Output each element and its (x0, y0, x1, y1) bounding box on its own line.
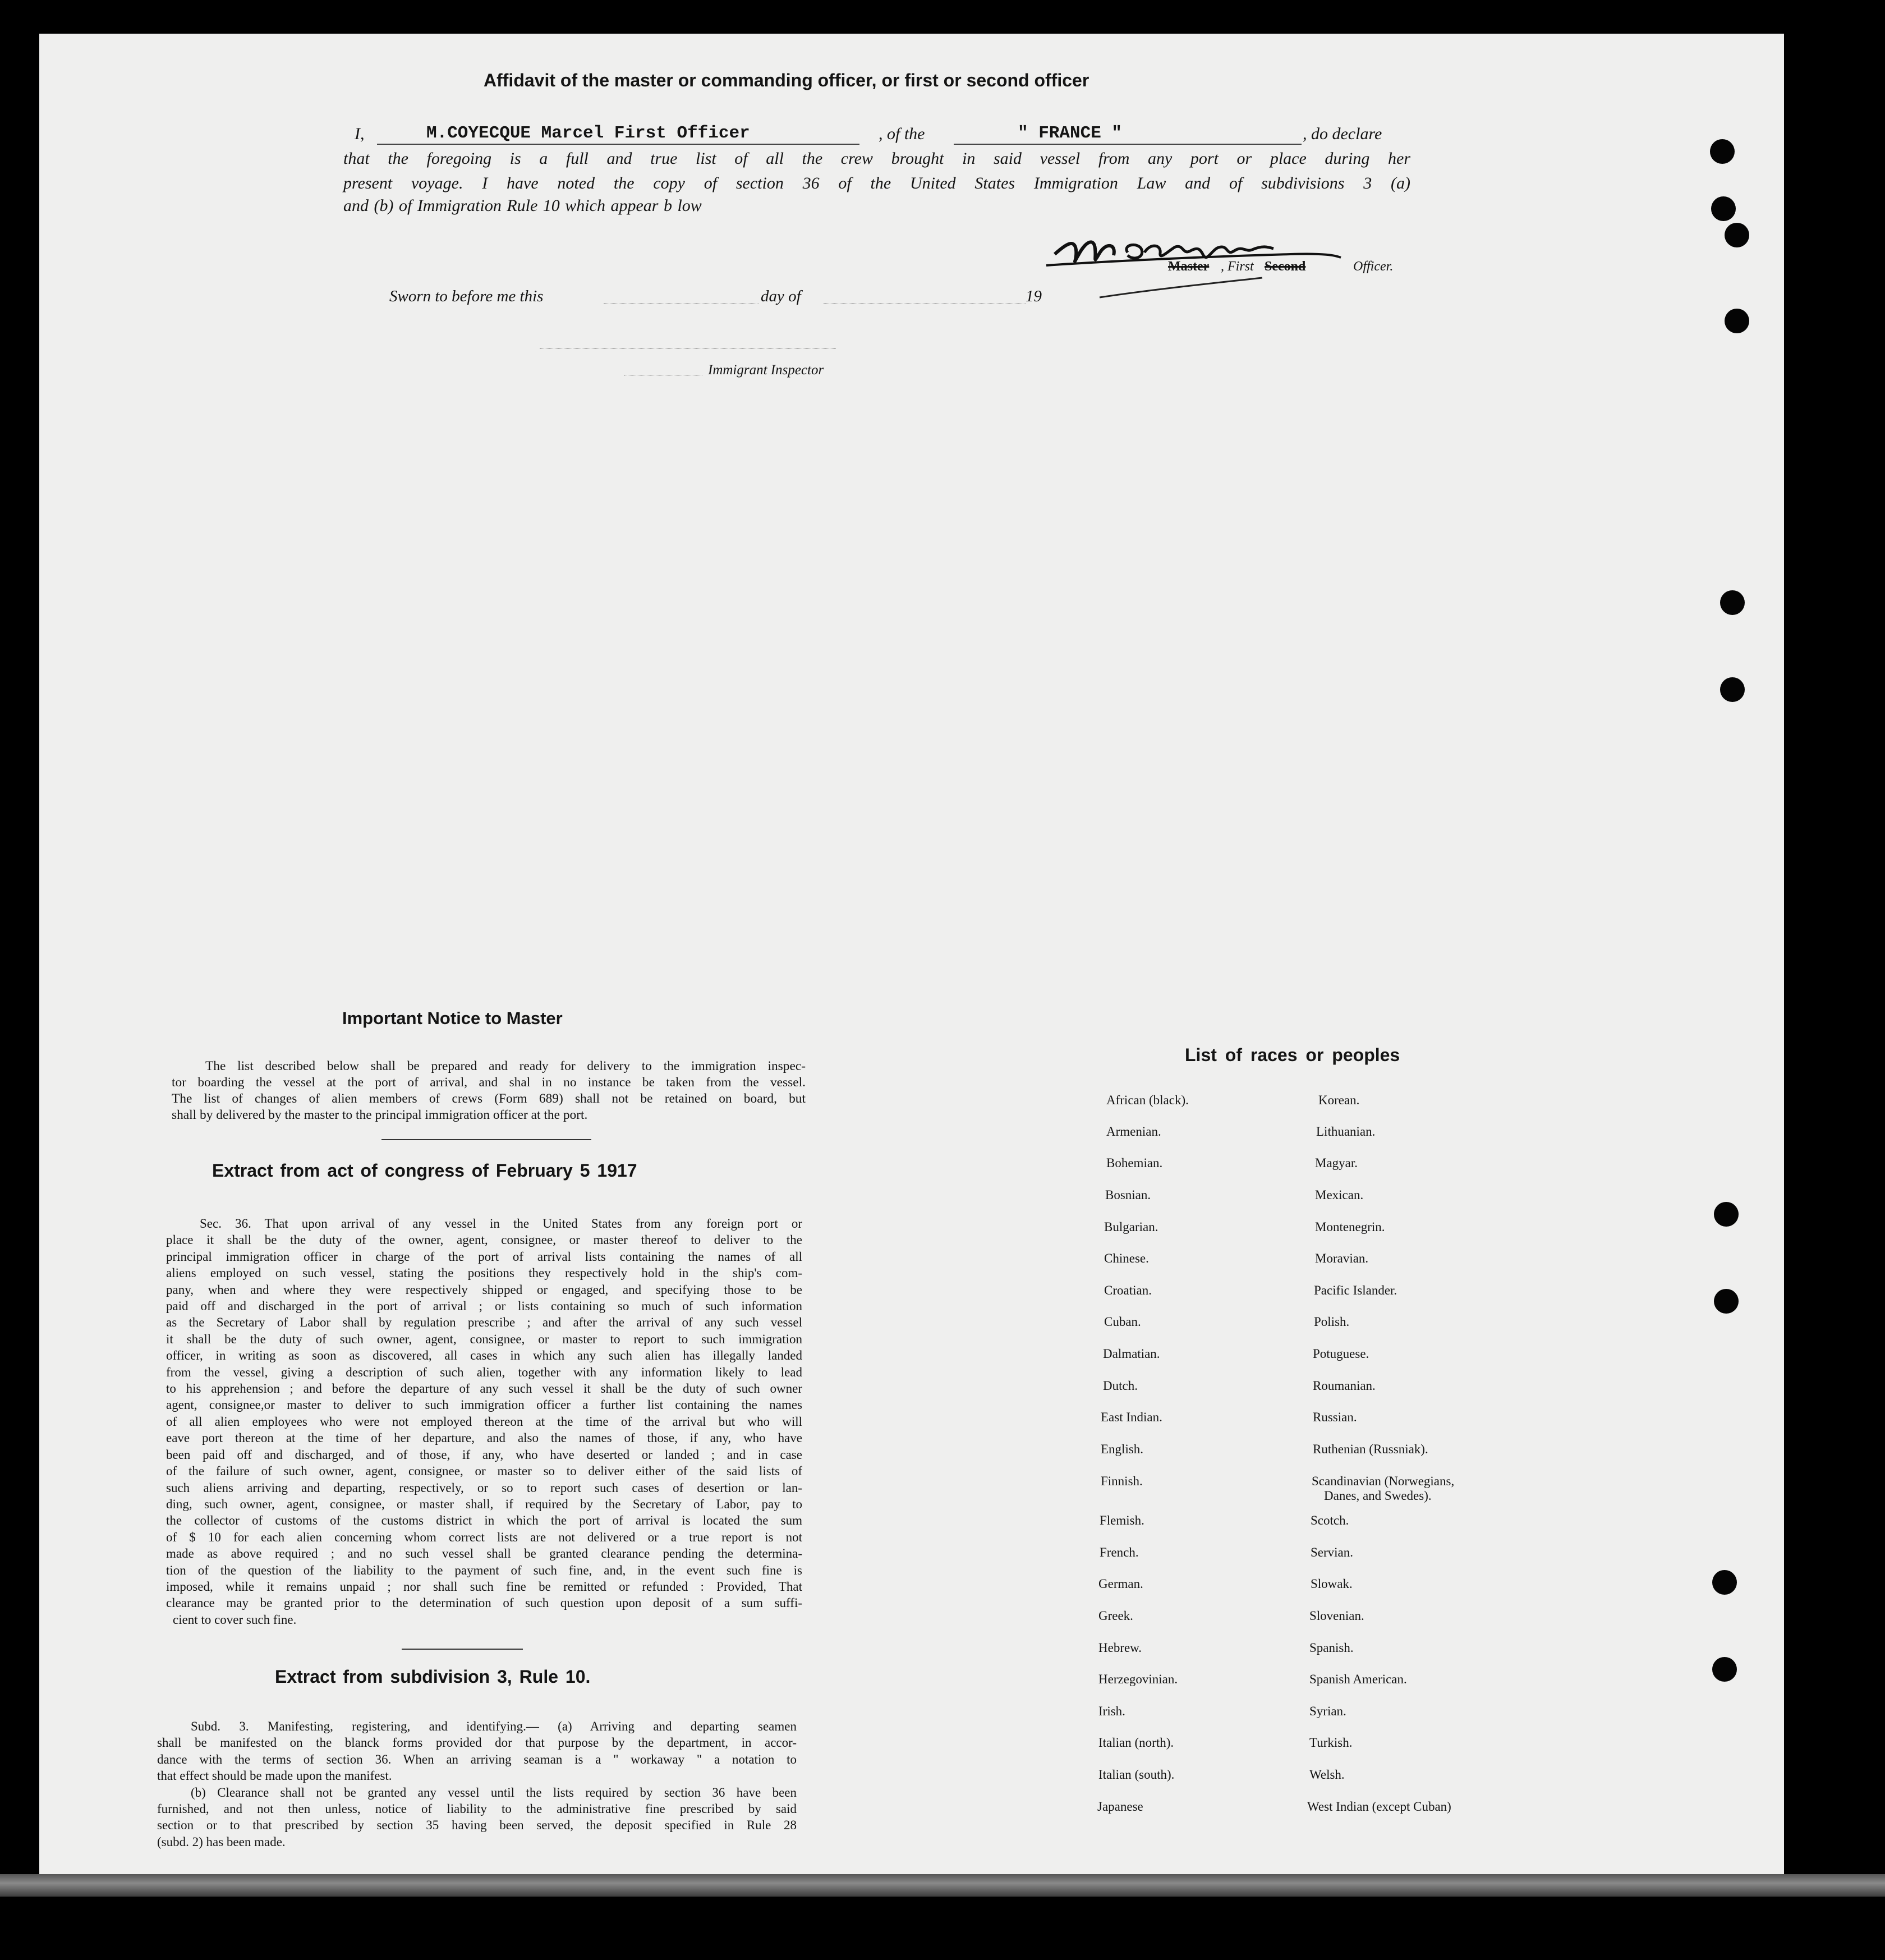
race-item: East Indian. (1101, 1410, 1162, 1424)
affidavit-of-the: , of the (879, 125, 925, 143)
inspector-label: Immigrant Inspector (708, 362, 824, 378)
race-item: Spanish. (1309, 1641, 1354, 1655)
race-item: Bohemian. (1106, 1156, 1163, 1170)
race-item: Slovenian. (1309, 1609, 1364, 1623)
notice-text (172, 1058, 806, 1123)
affidavit-declare: , do declare (1303, 125, 1382, 143)
notice-line: tor boarding the vessel at the port of arrival, and shal in no instance be taken from the vessel. (172, 1075, 806, 1090)
races-title: List of races or peoples (1185, 1045, 1400, 1065)
day-of-label: day of (761, 287, 801, 305)
race-item: English. (1101, 1442, 1144, 1456)
race-item: Spanish American. (1309, 1672, 1407, 1686)
extract1-line: paid off and discharged in the port of arrival ; or lists containing so much of such information (166, 1299, 802, 1314)
punch-hole (1725, 309, 1749, 333)
race-item: Italian (north). (1098, 1736, 1174, 1750)
extract1-line: place it shall be the duty of the owner, agent, consignee, or master thereof to deliver to the (166, 1233, 802, 1247)
extract1-line: it shall be the duty of such owner, agent, consignee, or master to report to such immigration (166, 1332, 802, 1346)
extract1-line: officer, in writing as soon as discovered, all cases in which any such alien has illegally landed (166, 1348, 802, 1363)
extract1-line: ding, such owner, agent, consignee, or master shall, if required by the Secretary of Labor, pay to (166, 1497, 802, 1511)
extract1-line: eave port thereon at the time of her departure, and also the names of those, if any, who have (166, 1431, 802, 1445)
race-item: Chinese. (1104, 1251, 1149, 1265)
race-item: Japanese (1097, 1800, 1143, 1814)
extract2-line: dance with the terms of section 36. When an arriving seaman is a " workaway " a notation to (157, 1752, 797, 1766)
race-item: Roumanian. (1313, 1379, 1376, 1393)
extract1-line: of all alien employees who were not employed thereon at the time of the arrival but who will (166, 1414, 802, 1429)
race-item: Magyar. (1315, 1156, 1358, 1170)
punch-hole (1714, 1202, 1739, 1227)
race-item: Polish. (1314, 1315, 1350, 1329)
race-item: Servian. (1311, 1545, 1354, 1559)
race-item: Montenegrin. (1315, 1220, 1385, 1234)
race-item: Greek. (1098, 1609, 1133, 1623)
race-item: Turkish. (1309, 1736, 1353, 1750)
extract1-line: principal immigration officer in charge of the port of arrival lists containing the names of all (166, 1249, 802, 1264)
affidavit-title: Affidavit of the master or commanding officer, or first or second officer (484, 70, 1089, 90)
race-item: Potuguese. (1313, 1347, 1369, 1361)
race-item: Korean. (1318, 1093, 1360, 1107)
affidavit-line-2: that the foregoing is a full and true list of all the crew brought in said vessel from any port or place during her (343, 149, 1410, 168)
race-item: Finnish. (1101, 1474, 1143, 1488)
extract2-line: shall be manifested on the blanck forms provided dor that purpose by the department, in accor- (157, 1736, 797, 1750)
extract1-line: made as above required ; and no such vessel shall be granted clearance pending the determina- (166, 1546, 802, 1561)
race-item: Mexican. (1315, 1188, 1364, 1202)
race-item: Danes, and Swedes). (1324, 1489, 1432, 1503)
race-item: Dalmatian. (1103, 1347, 1160, 1361)
punch-hole (1712, 1657, 1737, 1682)
divider (402, 1649, 523, 1650)
notice-title: Important Notice to Master (342, 1008, 563, 1028)
affidavit-line-4: and (b) of Immigration Rule 10 which appear b low (343, 196, 702, 215)
affidavit-line-3: present voyage. I have noted the copy of section 36 of the United States Immigration Law and of subdivisions 3 (a) (343, 174, 1410, 192)
race-item: Syrian. (1309, 1704, 1346, 1718)
extract1-line: from the vessel, giving a description of such alien, together with any information likely to lead (166, 1365, 802, 1379)
extract1-line: clearance may be granted prior to the determination of such question upon deposit of a sum suffi- (166, 1596, 802, 1610)
race-item: Italian (south). (1098, 1768, 1175, 1782)
officer-name-line (377, 144, 859, 145)
scanner-edge (0, 1874, 1885, 1897)
race-item: African (black). (1106, 1093, 1189, 1107)
punch-hole (1712, 1570, 1737, 1595)
race-item: Bosnian. (1105, 1188, 1151, 1202)
race-item: Hebrew. (1098, 1641, 1142, 1655)
race-item: Lithuanian. (1316, 1124, 1376, 1139)
extract1-line: been paid off and discharged, and of those, if any, who have deserted or landed ; and in case (166, 1447, 802, 1462)
race-item: West Indian (except Cuban) (1307, 1800, 1451, 1814)
extract2-line: furnished, and not then unless, notice of liability to the administrative fine prescribed by said (157, 1802, 797, 1816)
race-item: Croatian. (1104, 1283, 1152, 1297)
race-item: French. (1100, 1545, 1139, 1559)
race-item: Pacific Islander. (1314, 1283, 1397, 1297)
punch-hole (1720, 677, 1745, 702)
extract1-line: imposed, while it remains unpaid ; nor shall such fine be remitted or refunded : Provided, That (166, 1579, 802, 1594)
notice-line: shall by delivered by the master to the principal immigration officer at the port. (172, 1108, 588, 1122)
race-item: Armenian. (1106, 1124, 1161, 1139)
extract2-line: (subd. 2) has been made. (157, 1834, 286, 1849)
sig-struck-master: Master (1168, 259, 1210, 274)
extract2-line: Subd. 3. Manifesting, registering, and identifying.— (a) Arriving and departing seamen (191, 1719, 797, 1733)
race-item: Bulgarian. (1104, 1220, 1158, 1234)
notice-line: The list described below shall be prepared and ready for delivery to the immigration inspec- (205, 1059, 806, 1073)
extract2-line: (b) Clearance shall not be granted any vessel until the lists required by section 36 have been (191, 1785, 797, 1800)
race-item: Cuban. (1104, 1315, 1141, 1329)
sworn-label: Sworn to before me this (389, 287, 544, 305)
affidavit-i: I, (355, 125, 365, 143)
race-item: Irish. (1098, 1704, 1125, 1718)
punch-hole (1711, 196, 1736, 221)
race-item: Herzegovinian. (1098, 1672, 1178, 1686)
race-item: Flemish. (1100, 1513, 1144, 1527)
race-item: German. (1098, 1577, 1143, 1591)
race-item: Russian. (1313, 1410, 1357, 1424)
race-item: Scotch. (1311, 1513, 1349, 1527)
extract1-line: of the failure of such owner, agent, consignee, or master so to deliver either of the said lists of (166, 1464, 802, 1479)
extract2-line: that effect should be made upon the manifest. (157, 1769, 392, 1783)
notice-line: The list of changes of alien members of crews (Form 689) shall not be retained on board, but (172, 1091, 806, 1106)
race-item: Welsh. (1309, 1768, 1345, 1782)
extract1-line: the collector of customs of the customs district in which the port of arrival is located the sum (166, 1513, 802, 1528)
sig-struck-second: Second (1265, 259, 1306, 274)
extract2-title: Extract from subdivision 3, Rule 10. (275, 1667, 591, 1687)
extract1-line: aliens employed on such vessel, stating the positions they respectively hold in the ship's com- (166, 1266, 802, 1280)
race-item: Scandinavian (Norwegians, (1312, 1474, 1455, 1488)
extract1-line: such aliens arriving and departing, respectively, or so to report such cases of desertion or lan- (166, 1480, 802, 1495)
race-item: Dutch. (1103, 1379, 1138, 1393)
extract1-line: pany, when and where they were respectively shipped or engaged, and specifying those to be (166, 1282, 802, 1297)
extract1-line: tion of the question of the liability to the payment of such fine, and, in the event such fine is (166, 1563, 802, 1577)
sig-officer: Officer. (1353, 259, 1394, 274)
punch-hole (1720, 590, 1745, 615)
vessel-name-line (954, 144, 1302, 145)
extract1-line: agent, consignee,or master to deliver to such immigration officer a further list containing the names (166, 1398, 802, 1412)
year-prefix: 19 (1026, 287, 1042, 305)
extract2-text (157, 1718, 797, 1850)
race-item: Moravian. (1315, 1251, 1369, 1265)
extract1-title: Extract from act of congress of February 5 1917 (212, 1160, 637, 1181)
sig-first: , First (1221, 259, 1254, 274)
extract2-line: section or to that prescribed by section 35 having been served, the deposit specified in Rule 28 (157, 1818, 797, 1833)
extract1-line: to his apprehension ; and before the departure of any such vessel it shall be the duty of such owner (166, 1381, 802, 1396)
race-item: Slowak. (1311, 1577, 1353, 1591)
officer-name-field: M.COYECQUE Marcel First Officer (426, 123, 750, 143)
punch-hole (1714, 1289, 1739, 1314)
extract1-text (166, 1215, 802, 1628)
vessel-name-field: " FRANCE " (1018, 123, 1123, 143)
extract1-line: Sec. 36. That upon arrival of any vessel in the United States from any foreign port or (200, 1217, 802, 1231)
extract1-line: cient to cover such fine. (173, 1612, 297, 1627)
punch-hole (1710, 139, 1735, 164)
extract1-line: of $ 10 for each alien concerning whom correct lists are not delivered or a true report is not (166, 1530, 802, 1544)
extract1-line: as the Secretary of Labor shall by regulation prescribe ; and after the arrival of any such vessel (166, 1315, 802, 1330)
divider (381, 1139, 591, 1140)
race-item: Ruthenian (Russniak). (1313, 1442, 1428, 1456)
punch-hole (1725, 223, 1749, 247)
